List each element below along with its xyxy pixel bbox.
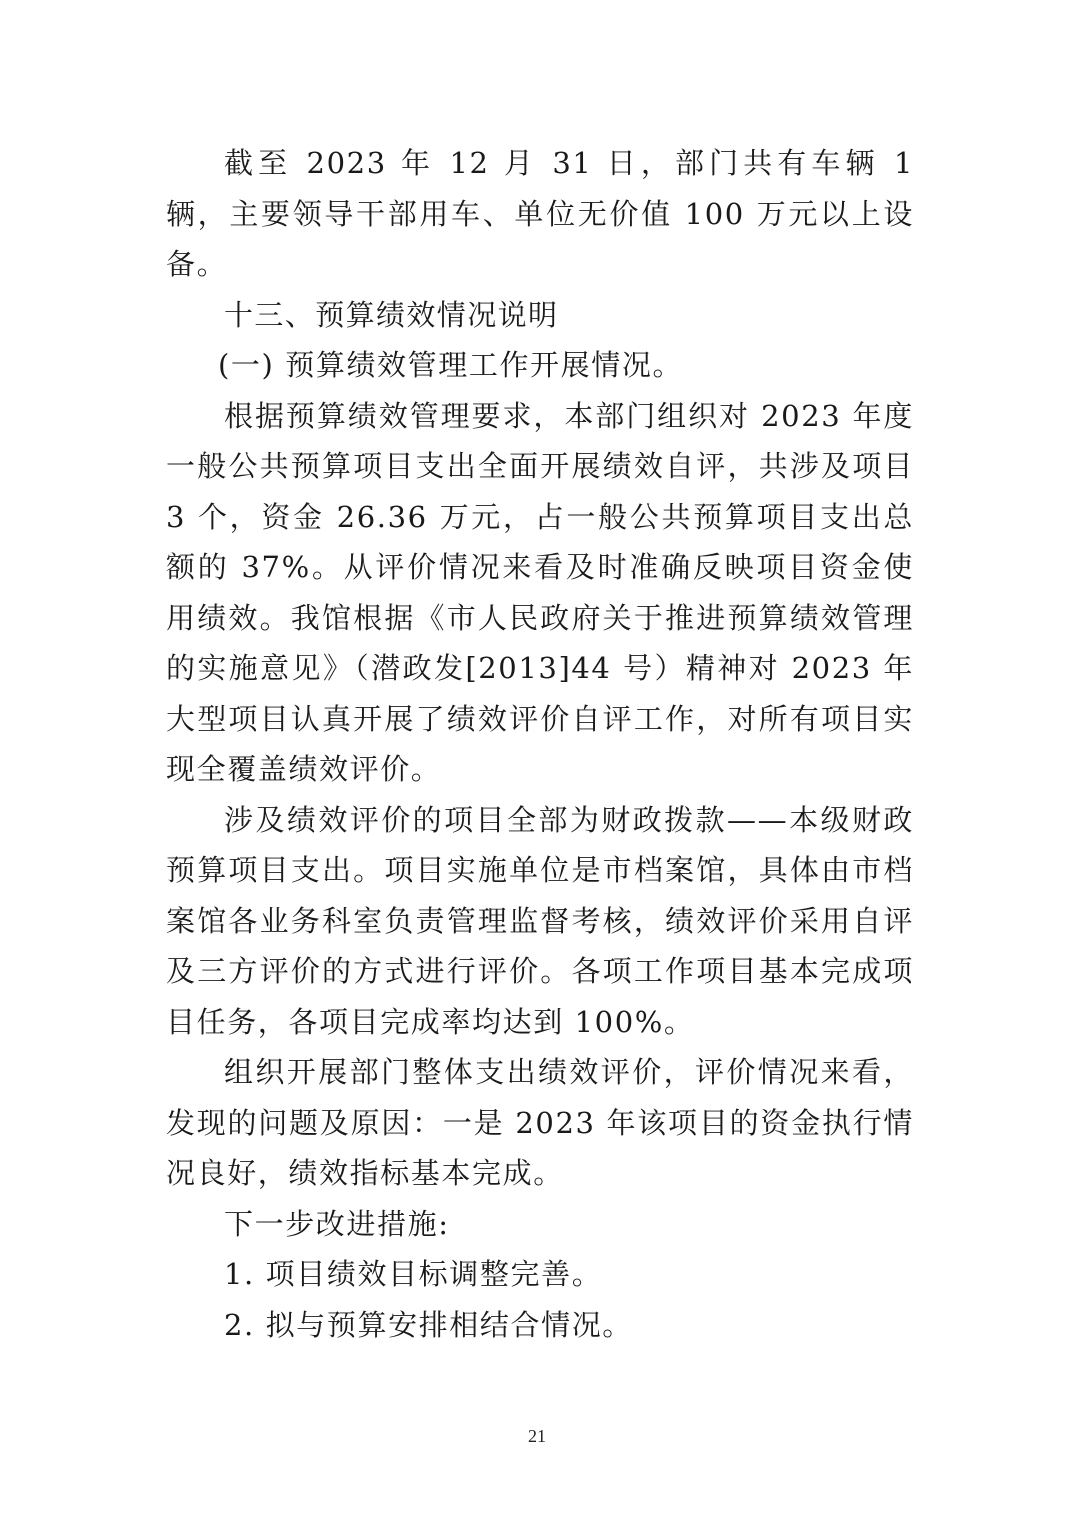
subsection-heading: (一) 预算绩效管理工作开展情况。	[218, 348, 684, 382]
paragraph-project-scope: 涉及绩效评价的项目全部为财政拨款——本级财政预算项目支出。项目实施单位是市档案馆，具体由市档案馆各业务科室负责管理监督考核，绩效评价采用自评及三方评价的方式进行评价。各项工作项目基本完成项目任务，各项目完成率均达到 100%。	[166, 802, 914, 1039]
page-number: 21	[528, 1426, 546, 1446]
section-heading: 十三、预算绩效情况说明	[224, 297, 559, 332]
paragraph-issues: 组织开展部门整体支出绩效评价，评价情况来看，发现的问题及原因：一是 2023 年该项目的资金执行情况良好，绩效指标基本完成。	[166, 1055, 914, 1190]
list-item: 1. 项目绩效目标调整完善。	[224, 1257, 603, 1291]
paragraph-self-evaluation: 根据预算绩效管理要求，本部门组织对 2023 年度一般公共预算项目支出全面开展绩效自评，共涉及项目 3 个，资金 26.36 万元，占一般公共预算项目支出总额的 37%。从评价情况来看及时准确反映项目资金使用绩效。我馆根据《市人民政府关于推进预算绩效管理的实施意见》（潜政发[2013]44 号）精神对 2023 年大型项目认真开展了绩效评价自评工作，对所有项目实现全覆盖绩效评价。	[166, 398, 914, 786]
document-body	[166, 138, 914, 1350]
paragraph-vehicles: 截至 2023 年 12 月 31 日，部门共有车辆 1 辆，主要领导干部用车、单位无价值 100 万元以上设备。	[166, 146, 914, 281]
paragraph-next-steps-title: 下一步改进措施:	[224, 1206, 450, 1241]
list-item: 2. 拟与预算安排相结合情况。	[224, 1307, 633, 1342]
